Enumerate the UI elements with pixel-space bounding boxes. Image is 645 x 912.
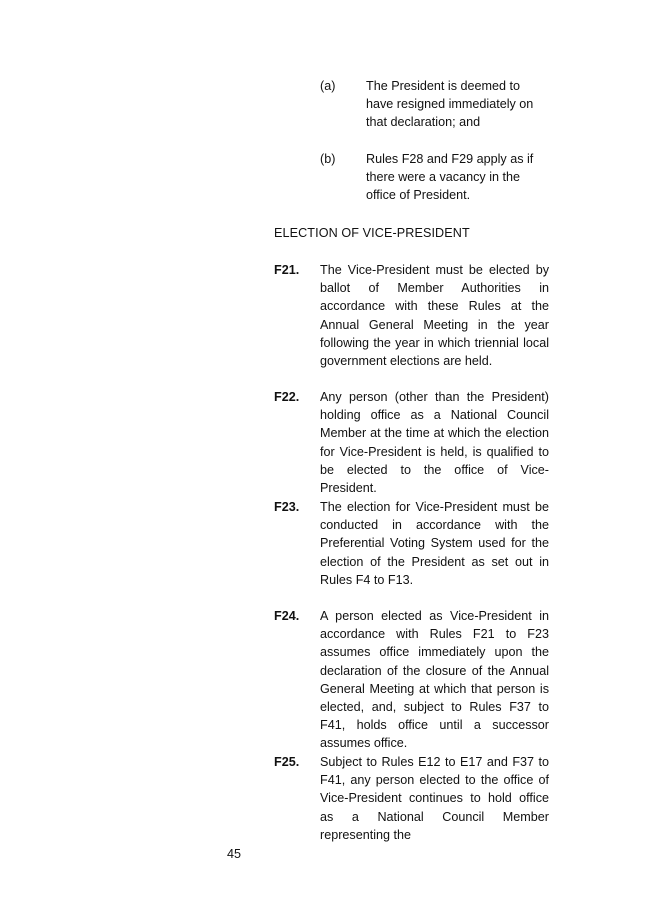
sub-item-label: (b) — [320, 152, 336, 166]
rule-number: F21. — [274, 263, 300, 277]
rule-text: Any person (other than the President) holding office as a National Council Member at the time at which the election for Vice-President is held, is qualified to be elected to the office of Vice-President. — [320, 390, 549, 496]
rule-number: F23. — [274, 500, 300, 514]
section-heading: ELECTION OF VICE-PRESIDENT — [274, 226, 470, 240]
sub-item-text: Rules F28 and F29 apply as if there were a vacancy in the office of President. — [366, 152, 534, 202]
rule-number: F22. — [274, 390, 300, 404]
rule-number: F24. — [274, 609, 300, 623]
rule-text: The Vice-President must be elected by ballot of Member Authorities in accordance with these Rules at the Annual General Meeting in the year following the year in which triennial local government elections are held. — [320, 263, 549, 369]
page-number: 45 — [227, 847, 242, 861]
rule-text: Subject to Rules E12 to E17 and F37 to F41, any person elected to the office of Vice-President continues to hold office as a National Council Member representing the — [320, 755, 549, 842]
sub-item-text: The President is deemed to have resigned immediately on that declaration; and — [366, 79, 534, 129]
rule-text: The election for Vice-President must be conducted in accordance with the Preferential Voting System used for the election of the President as set out in Rules F4 to F13. — [320, 500, 549, 587]
rule-text: A person elected as Vice-President in accordance with Rules F21 to F23 assumes office immediately upon the declaration of the closure of the Annual General Meeting at which that person is elected, and, subject to Rules F37 to F41, holds office until a successor assumes office. — [320, 609, 549, 751]
sub-item-label: (a) — [320, 79, 336, 93]
rule-number: F25. — [274, 755, 300, 769]
